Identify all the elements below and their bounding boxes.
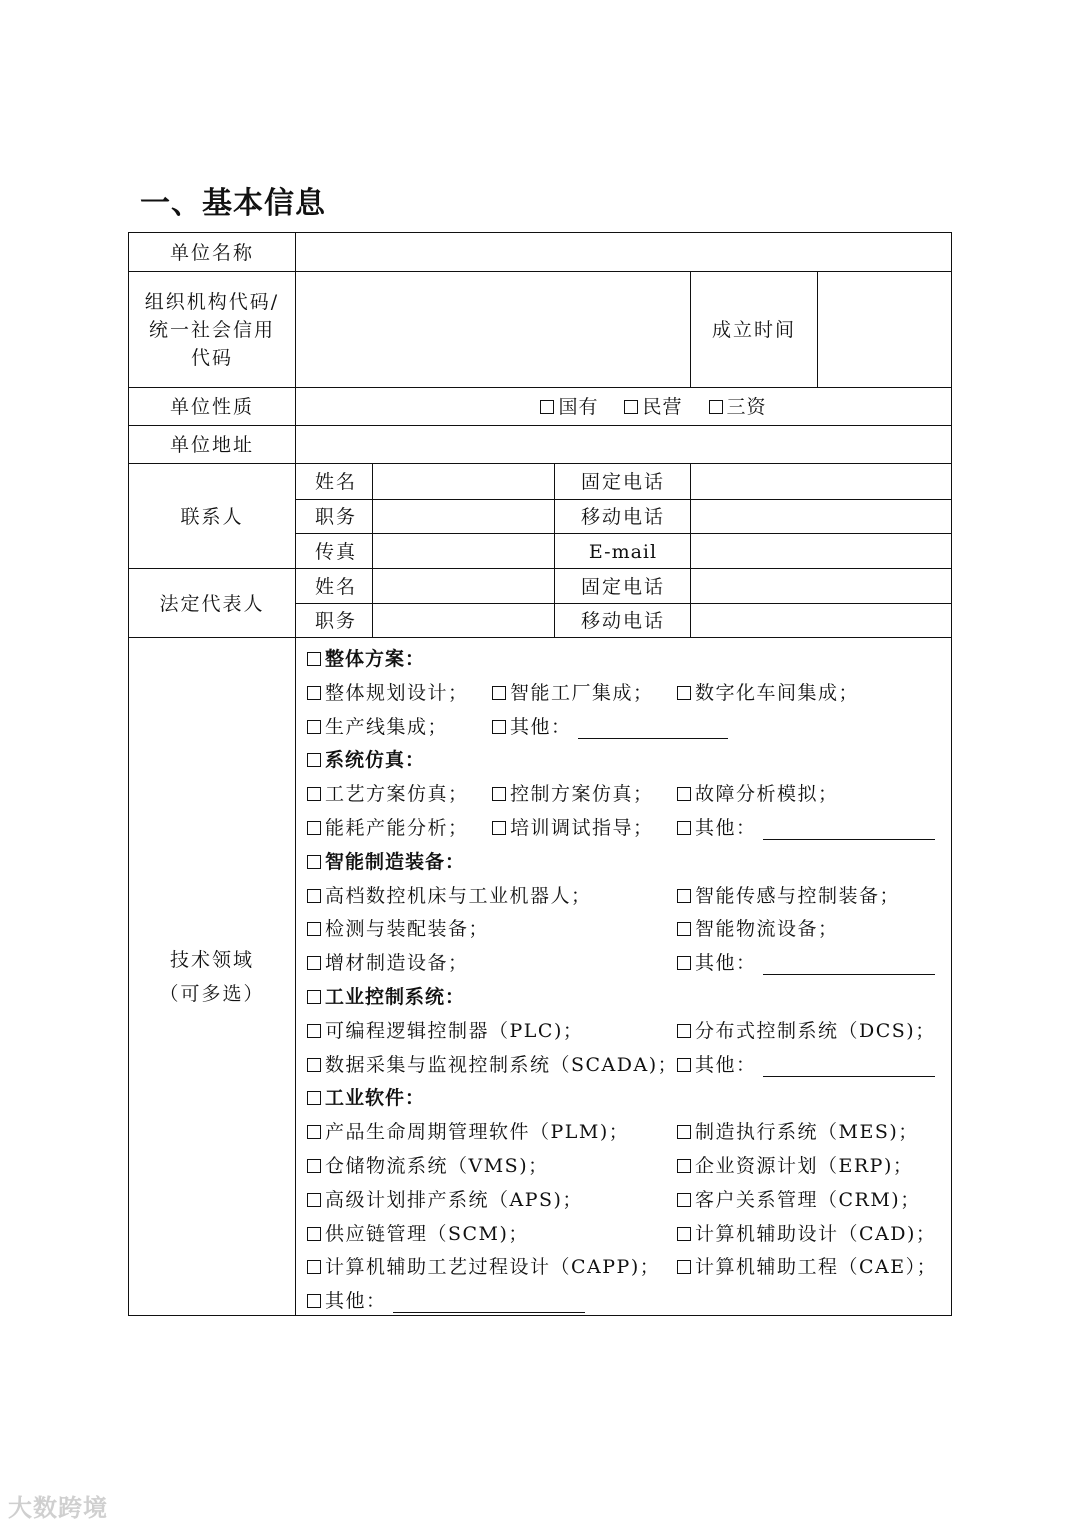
checkbox[interactable] xyxy=(492,686,506,700)
checkbox[interactable] xyxy=(307,922,321,936)
tech-option[interactable] xyxy=(677,1250,937,1284)
unit-nature-label: 单位性质 xyxy=(169,396,254,418)
row-divider xyxy=(129,463,951,464)
row-divider xyxy=(296,603,951,604)
founded-label: 成立时间 xyxy=(711,319,796,341)
tech-options-row xyxy=(307,676,947,710)
tech-option-label: 检测与装配装备； xyxy=(325,918,490,941)
tech-option[interactable] xyxy=(492,676,654,710)
tech-option-label: 故障分析模拟； xyxy=(695,783,839,806)
checkbox[interactable] xyxy=(307,1024,321,1038)
tech-option[interactable] xyxy=(307,710,448,744)
checkbox[interactable] xyxy=(492,787,506,801)
tech-option-label: 其他： xyxy=(695,952,757,975)
org-code-field[interactable] xyxy=(297,273,689,387)
watermark: 大数跨境 xyxy=(8,1494,108,1522)
row-divider xyxy=(129,387,951,388)
legal-landline-label: 固定电话 xyxy=(580,575,665,598)
nature-option-state[interactable]: 国有 xyxy=(540,393,598,421)
tech-option[interactable] xyxy=(677,676,859,710)
contact-person-label: 联系人 xyxy=(180,505,244,528)
row-divider xyxy=(129,271,951,272)
contact-mobile-label: 移动电话 xyxy=(580,506,665,528)
tech-option-label: 控制方案仿真； xyxy=(510,783,654,806)
tech-option[interactable] xyxy=(307,1048,678,1082)
tech-group-label: 整体方案： xyxy=(325,648,426,670)
row-divider xyxy=(129,425,951,426)
tech-option-label: 能耗产能分析； xyxy=(325,817,469,839)
checkbox[interactable] xyxy=(709,400,723,414)
contact-name-field[interactable] xyxy=(374,465,554,499)
tech-option[interactable] xyxy=(307,1284,585,1318)
checkbox[interactable] xyxy=(307,1227,321,1241)
checkbox[interactable] xyxy=(307,787,321,801)
tech-options-row xyxy=(307,1149,947,1183)
tech-option-label: 数据采集与监视控制系统（SCADA)； xyxy=(325,1053,679,1076)
checkbox[interactable] xyxy=(307,720,321,734)
tech-option-label: 计算机辅助设计（CAD)； xyxy=(695,1222,937,1245)
checkbox[interactable] xyxy=(307,855,321,869)
tech-option[interactable] xyxy=(677,879,900,913)
contact-landline-label: 固定电话 xyxy=(580,471,665,493)
checkbox[interactable] xyxy=(492,720,506,734)
other-fill-line[interactable] xyxy=(763,954,935,975)
tech-group-header xyxy=(307,743,947,777)
checkbox[interactable] xyxy=(307,1058,321,1072)
org-code-label: 组织机构代码/ 统一社会信用 代码 xyxy=(144,291,280,369)
contact-fax-label: 传真 xyxy=(315,540,358,563)
tech-options-row xyxy=(307,912,947,946)
tech-options-row xyxy=(307,1284,947,1318)
legal-name-label: 姓名 xyxy=(315,575,358,598)
tech-option-label: 整体规划设计； xyxy=(325,681,469,704)
tech-option[interactable] xyxy=(492,710,728,744)
tech-option[interactable] xyxy=(307,676,469,710)
tech-option-label: 其他： xyxy=(695,817,757,839)
tech-option[interactable] xyxy=(307,946,469,980)
row-divider xyxy=(296,533,951,534)
legal-mobile-label: 移动电话 xyxy=(580,610,665,632)
legal-mobile-field[interactable] xyxy=(692,605,950,637)
checkbox[interactable] xyxy=(677,1024,691,1038)
tech-option[interactable] xyxy=(307,1183,583,1217)
contact-email-field[interactable] xyxy=(692,535,950,568)
tech-options-row xyxy=(307,1217,947,1251)
legal-name-field[interactable] xyxy=(374,570,554,603)
tech-option[interactable] xyxy=(677,946,935,980)
tech-group-label: 系统仿真： xyxy=(325,749,426,772)
tech-option-label: 可编程逻辑控制器（PLC)； xyxy=(325,1019,584,1042)
tech-group-header xyxy=(307,980,947,1014)
tech-option-label: 工艺方案仿真； xyxy=(325,783,469,806)
tech-option[interactable] xyxy=(677,1149,913,1183)
other-fill-line[interactable] xyxy=(578,718,728,739)
tech-option[interactable] xyxy=(307,980,465,1014)
tech-option-label: 生产线集成； xyxy=(325,715,449,738)
founded-field[interactable] xyxy=(818,273,950,387)
tech-option-label: 制造执行系统（MES)； xyxy=(695,1121,919,1144)
tech-option-label: 其他： xyxy=(510,715,572,738)
checkbox[interactable] xyxy=(677,787,691,801)
contact-title-label: 职务 xyxy=(315,506,358,528)
checkbox[interactable] xyxy=(307,990,321,1004)
tech-option-label: 客户关系管理（CRM)； xyxy=(695,1188,921,1211)
tech-options-row xyxy=(307,1048,947,1082)
tech-option-label: 分布式控制系统（DCS)； xyxy=(695,1019,936,1042)
checkbox[interactable] xyxy=(677,1227,691,1241)
checkbox[interactable] xyxy=(677,956,691,970)
checkbox[interactable] xyxy=(624,400,638,414)
tech-option-label: 企业资源计划（ERP)； xyxy=(695,1155,914,1177)
checkbox[interactable] xyxy=(492,821,506,835)
tech-options-row xyxy=(307,1183,947,1217)
other-fill-line[interactable] xyxy=(763,819,935,840)
checkbox[interactable] xyxy=(677,1193,691,1207)
checkbox[interactable] xyxy=(307,652,321,666)
tech-option-label: 增材制造设备； xyxy=(325,952,469,975)
checkbox[interactable] xyxy=(307,889,321,903)
nature-option-private[interactable]: 民营 xyxy=(624,393,682,421)
tech-option[interactable] xyxy=(307,1115,629,1149)
unit-name-field[interactable] xyxy=(297,234,950,271)
unit-address-field[interactable] xyxy=(297,427,950,463)
tech-group-label: 工业控制系统： xyxy=(325,986,466,1008)
checkbox[interactable] xyxy=(677,889,691,903)
checkbox[interactable] xyxy=(677,686,691,700)
tech-option-label: 计算机辅助工艺过程设计（CAPP)； xyxy=(325,1256,661,1279)
row-divider xyxy=(296,499,951,500)
unit-nature-options xyxy=(297,389,950,425)
checkbox[interactable] xyxy=(677,1260,691,1274)
tech-option[interactable] xyxy=(492,777,654,811)
tech-options-row xyxy=(307,879,947,913)
tech-option[interactable] xyxy=(307,743,425,777)
tech-options-row xyxy=(307,777,947,811)
tech-field-label: 技术领域 （可多选） xyxy=(159,949,265,1005)
unit-name-label: 单位名称 xyxy=(169,241,254,264)
tech-option-label: 数字化车间集成； xyxy=(695,681,860,704)
checkbox[interactable] xyxy=(307,686,321,700)
checkbox[interactable] xyxy=(677,821,691,835)
other-fill-line[interactable] xyxy=(393,1292,585,1313)
tech-group-header xyxy=(307,642,947,676)
tech-option[interactable] xyxy=(307,912,489,946)
tech-option[interactable] xyxy=(307,642,425,676)
tech-option[interactable] xyxy=(677,1115,919,1149)
tech-options-row xyxy=(307,811,947,845)
tech-option[interactable] xyxy=(307,1250,660,1284)
tech-option-label: 计算机辅助工程（CAE）； xyxy=(695,1256,938,1279)
checkbox[interactable] xyxy=(677,1125,691,1139)
contact-email-label: E-mail xyxy=(588,540,658,563)
tech-group-header xyxy=(307,1081,947,1115)
tech-option[interactable] xyxy=(307,845,465,879)
tech-option-label: 供应链管理（SCM)； xyxy=(325,1222,529,1245)
tech-group-label: 智能制造装备： xyxy=(325,850,466,873)
checkbox[interactable] xyxy=(677,922,691,936)
tech-option[interactable] xyxy=(307,1149,549,1183)
tech-option[interactable] xyxy=(677,1014,936,1048)
tech-option-label: 智能工厂集成； xyxy=(510,681,654,704)
legal-rep-label: 法定代表人 xyxy=(159,592,265,615)
tech-option[interactable] xyxy=(492,811,654,845)
tech-option[interactable] xyxy=(307,879,592,913)
tech-option-label: 高级计划排产系统（APS)； xyxy=(325,1188,583,1211)
contact-title-field[interactable] xyxy=(374,501,554,533)
contact-landline-field[interactable] xyxy=(692,465,950,499)
unit-address-label: 单位地址 xyxy=(169,434,254,456)
tech-option-label: 智能物流设备； xyxy=(695,918,839,941)
tech-option[interactable] xyxy=(677,1048,935,1082)
other-fill-line[interactable] xyxy=(763,1056,935,1077)
legal-title-label: 职务 xyxy=(315,610,358,632)
tech-option-label: 仓储物流系统（VMS)； xyxy=(325,1155,549,1177)
legal-landline-field[interactable] xyxy=(692,570,950,603)
tech-option[interactable] xyxy=(677,1217,936,1251)
checkbox[interactable] xyxy=(540,400,554,414)
tech-option-label: 其他： xyxy=(695,1053,757,1076)
section-title: 一、基本信息 xyxy=(140,186,326,221)
tech-option-label: 智能传感与控制装备； xyxy=(695,884,901,907)
checkbox[interactable] xyxy=(307,956,321,970)
checkbox[interactable] xyxy=(307,1193,321,1207)
tech-option[interactable] xyxy=(677,1183,921,1217)
col-divider xyxy=(554,464,555,637)
row-divider xyxy=(129,637,951,638)
contact-fax-field[interactable] xyxy=(374,535,554,568)
contact-name-label: 姓名 xyxy=(315,471,358,493)
tech-group-label: 工业软件： xyxy=(325,1087,426,1110)
nature-option-foreign[interactable]: 三资 xyxy=(709,393,767,421)
legal-title-field[interactable] xyxy=(374,605,554,637)
tech-option[interactable] xyxy=(677,811,935,845)
col-divider xyxy=(372,464,373,637)
checkbox[interactable] xyxy=(307,1125,321,1139)
row-divider xyxy=(129,568,951,569)
checkbox[interactable] xyxy=(677,1159,691,1173)
col-divider xyxy=(690,464,691,637)
tech-option[interactable] xyxy=(677,912,839,946)
tech-option-label: 其他： xyxy=(325,1290,387,1313)
tech-options-row xyxy=(307,1250,947,1284)
checkbox[interactable] xyxy=(307,1159,321,1173)
tech-option[interactable] xyxy=(677,777,839,811)
tech-options-row xyxy=(307,946,947,980)
tech-options-row xyxy=(307,1115,947,1149)
tech-option[interactable] xyxy=(307,1014,583,1048)
checkbox[interactable] xyxy=(307,1260,321,1274)
tech-group-header xyxy=(307,845,947,879)
tech-option[interactable] xyxy=(307,777,469,811)
tech-options-row xyxy=(307,1014,947,1048)
checkbox[interactable] xyxy=(307,1091,321,1105)
tech-option-label: 产品生命周期管理软件（PLM)； xyxy=(325,1121,630,1144)
tech-option[interactable] xyxy=(307,811,469,845)
checkbox[interactable] xyxy=(307,753,321,767)
contact-mobile-field[interactable] xyxy=(692,501,950,533)
tech-option-label: 高档数控机床与工业机器人； xyxy=(325,884,592,907)
tech-option[interactable] xyxy=(307,1217,529,1251)
tech-option[interactable] xyxy=(307,1081,425,1115)
checkbox[interactable] xyxy=(307,1294,321,1308)
checkbox[interactable] xyxy=(307,821,321,835)
checkbox[interactable] xyxy=(677,1058,691,1072)
tech-option-label: 培训调试指导； xyxy=(510,817,654,839)
tech-options-row xyxy=(307,710,947,744)
col-divider xyxy=(295,233,296,1315)
